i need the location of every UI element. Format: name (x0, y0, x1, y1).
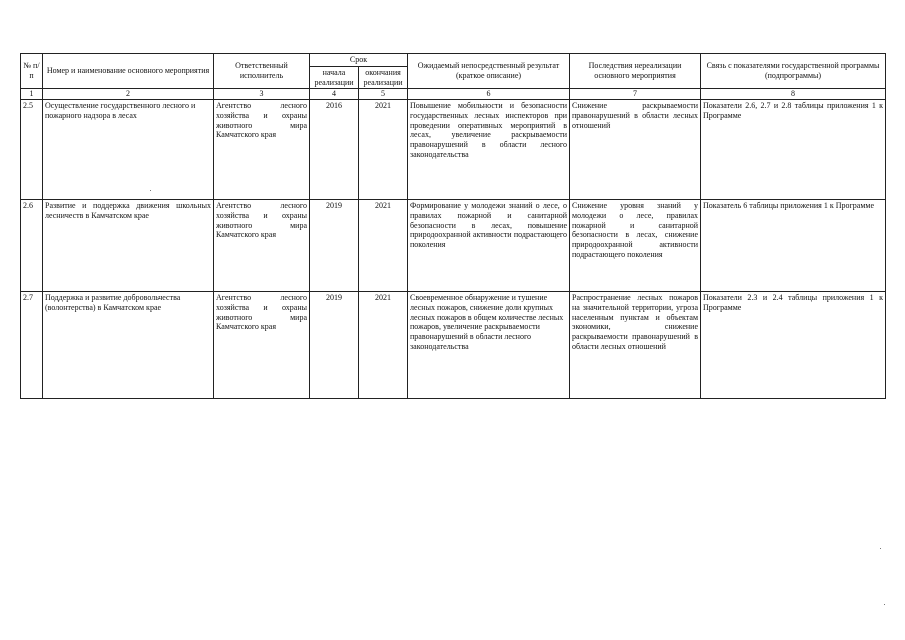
header-term-end: окончания реализации (359, 66, 408, 89)
header-row (21, 54, 886, 67)
row-link: Показатели 2.6, 2.7 и 2.8 таблицы приложения 1 к Программе (701, 100, 886, 200)
row-link: Показатели 2.3 и 2.4 таблицы приложения 1 к Программе (701, 292, 886, 399)
column-number: 5 (359, 89, 408, 100)
row-link: Показатель 6 таблицы приложения 1 к Программе (701, 200, 886, 292)
header-executor: Ответственный исполнитель (214, 54, 310, 89)
row-executor: Агентство лесного хозяйства и охраны животного мира Камчатского края (214, 292, 310, 399)
row-result: Формирование у молодежи знаний о лесе, о правилах пожарной и санитарной безопасности в лесах, повышение природоохранной активности подрастающего поколения (408, 200, 570, 292)
row-consequence: Распространение лесных пожаров на значительной территории, угроза населенным пунктам и объектам экономики, снижение раскрываемости правонарушений в области лесных отношений (570, 292, 701, 399)
table-row (21, 200, 886, 292)
column-number: 2 (43, 89, 214, 100)
row-result: Повышение мобильности и безопасности государственных лесных инспекторов при проведении оперативных мероприятий в лесах, увеличение раскрываемости правонарушений в области лесного законодательства (408, 100, 570, 200)
table-row (21, 100, 886, 200)
header-num: № п/п (21, 54, 43, 89)
row-name: Развитие и поддержка движения школьных лесничеств в Камчатском крае (43, 200, 214, 292)
activities-table (20, 53, 886, 399)
row-consequence: Снижение раскрываемости правонарушений в области лесных отношений (570, 100, 701, 200)
header-name: Номер и наименование основного мероприятия (43, 54, 214, 89)
row-num: 2.7 (21, 292, 43, 399)
header-consequence: Последствия нереализации основного мероприятия (570, 54, 701, 89)
scan-speck (880, 548, 881, 549)
row-consequence: Снижение уровня знаний у молодежи о лесе, правилах пожарной и санитарной безопасности в лесах, снижение природоохранной активности подрастающего поколения (570, 200, 701, 292)
column-number: 4 (310, 89, 359, 100)
column-number: 3 (214, 89, 310, 100)
row-num: 2.6 (21, 200, 43, 292)
row-name: Осуществление государственного лесного и пожарного надзора в лесах (43, 100, 214, 200)
row-num: 2.5 (21, 100, 43, 200)
column-number: 1 (21, 89, 43, 100)
header-term: Срок (310, 54, 408, 67)
row-end-year: 2021 (359, 200, 408, 292)
column-number: 8 (701, 89, 886, 100)
row-executor: Агентство лесного хозяйства и охраны животного мира Камчатского края (214, 200, 310, 292)
scan-speck (884, 604, 885, 605)
scan-speck (150, 190, 151, 191)
column-number: 6 (408, 89, 570, 100)
header-link: Связь с показателями государственной программы (подпрограммы) (701, 54, 886, 89)
row-result: Своевременное обнаружение и тушение лесных пожаров, снижение доли крупных лесных пожаров в общем количестве лесных пожаров, увеличение раскрываемости правонарушений в области лесного законодательства (408, 292, 570, 399)
column-numbers-row (21, 89, 886, 100)
column-number: 7 (570, 89, 701, 100)
row-name: Поддержка и развитие добровольчества (волонтерства) в Камчатском крае (43, 292, 214, 399)
row-executor: Агентство лесного хозяйства и охраны животного мира Камчатского края (214, 100, 310, 200)
table-row (21, 292, 886, 399)
row-end-year: 2021 (359, 100, 408, 200)
header-result: Ожидаемый непосредственный результат (краткое описание) (408, 54, 570, 89)
row-end-year: 2021 (359, 292, 408, 399)
row-start-year: 2019 (310, 200, 359, 292)
row-start-year: 2019 (310, 292, 359, 399)
row-start-year: 2016 (310, 100, 359, 200)
header-term-start: начала реализации (310, 66, 359, 89)
